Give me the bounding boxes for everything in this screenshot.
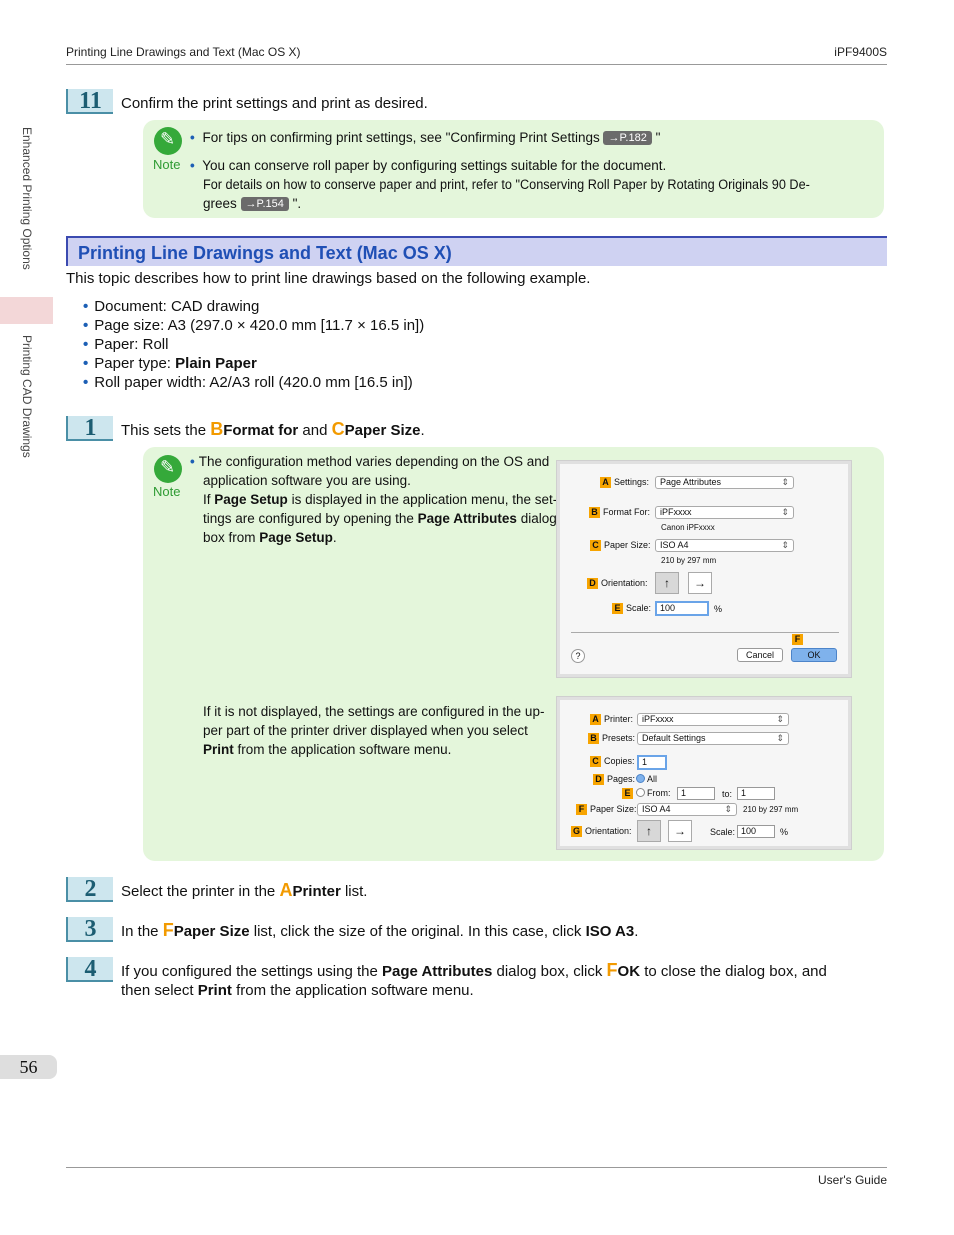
presets-row: B Presets: xyxy=(588,733,635,744)
note-box-2 xyxy=(143,447,884,861)
orientation-row: G Orientation: xyxy=(572,826,632,836)
step-4-text: If you configured the settings using the Page Attributes dialog box, click FOK to close the dialog box, and then select Print from the application software menu. xyxy=(121,960,827,999)
ok-button[interactable]: OK xyxy=(791,648,837,662)
format-for-row: B Format For: xyxy=(589,507,650,518)
step-number-11: 11 xyxy=(66,89,113,114)
portrait-orientation-icon[interactable]: ↑ xyxy=(637,820,661,842)
list-item: • Roll paper width: A2/A3 roll (420.0 mm [16.5 in]) xyxy=(83,373,424,392)
paper-size-popup[interactable]: ISO A4 ⇕ xyxy=(637,803,737,816)
landscape-orientation-icon[interactable]: → xyxy=(668,820,692,842)
callout-b: B xyxy=(210,419,224,439)
section-heading: Printing Line Drawings and Text (Mac OS X) xyxy=(66,236,887,266)
bullet-icon: • xyxy=(190,454,195,469)
radio-icon xyxy=(636,788,645,797)
copies-row: C Copies: xyxy=(590,756,635,767)
side-tab-enhanced-printing: Enhanced Printing Options xyxy=(20,127,34,270)
note-2-para-2-line-2: per part of the printer driver displayed when you select xyxy=(203,723,528,738)
step-number-2: 2 xyxy=(66,877,113,902)
running-header-title: Printing Line Drawings and Text (Mac OS X) xyxy=(66,45,301,59)
print-dialog xyxy=(557,697,851,849)
footer-rule xyxy=(66,1167,887,1168)
to-input[interactable]: 1 xyxy=(737,787,775,800)
step-number-4: 4 xyxy=(66,957,113,982)
bullet-icon: • xyxy=(190,158,195,173)
scale-unit: % xyxy=(780,827,789,837)
settings-popup[interactable]: Page Attributes ⇕ xyxy=(655,476,794,489)
step-1-text: This sets the BFormat for and CPaper Size. xyxy=(121,419,425,439)
note-2-line-3: If Page Setup is displayed in the application menu, the set- xyxy=(203,492,558,507)
note-1-item-1: • For tips on confirming print settings, see "Confirming Print Settings →P.182 " xyxy=(190,130,661,145)
page-ref-link[interactable]: →P.182 xyxy=(603,131,651,145)
page-number: 56 xyxy=(0,1055,57,1079)
note-pencil-icon xyxy=(154,455,182,483)
callout-f: F xyxy=(606,960,618,980)
pages-from-row: E xyxy=(622,788,636,799)
pages-row: D Pages: xyxy=(593,774,635,785)
step-3-text: In the FPaper Size list, click the size of the original. In this case, click ISO A3. xyxy=(121,920,639,940)
cancel-button[interactable]: Cancel xyxy=(737,648,783,662)
step-2-text: Select the printer in the APrinter list. xyxy=(121,880,368,900)
dialog-divider xyxy=(571,632,839,633)
note-2-line-1: • The configuration method varies depending on the OS and xyxy=(190,454,550,469)
callout-c: C xyxy=(331,419,345,439)
note-1-item-2: • You can conserve roll paper by configuring settings suitable for the document. xyxy=(190,158,667,173)
paper-size-subtext: 210 by 297 mm xyxy=(743,805,799,814)
header-rule xyxy=(66,64,887,65)
running-header-model: iPF9400S xyxy=(834,45,887,59)
radio-selected-icon xyxy=(636,774,645,783)
page-attributes-dialog xyxy=(557,461,851,677)
note-pencil-icon xyxy=(154,127,182,155)
help-button[interactable]: ? xyxy=(571,649,585,663)
note-2-para-2-line-3: Print from the application software menu. xyxy=(203,742,452,757)
printer-row: A Printer: xyxy=(590,714,633,725)
note-1-item-2-line-3: grees →P.154 ". xyxy=(203,196,302,211)
copies-input[interactable]: 1 xyxy=(637,755,667,770)
list-item: • Paper type: Plain Paper xyxy=(83,354,424,373)
side-tab-printing-cad: Printing CAD Drawings xyxy=(20,335,34,458)
paper-size-row: C Paper Size: xyxy=(590,540,651,551)
pages-all-radio[interactable]: All xyxy=(636,774,657,784)
note-2-para-2-line-1: If it is not displayed, the settings are configured in the up- xyxy=(203,704,545,719)
scale-row: E Scale: xyxy=(612,603,651,614)
note-2-line-4: tings are configured by opening the Page Attributes dialog xyxy=(203,511,557,526)
scale-label: Scale: xyxy=(710,827,736,837)
callout-f: F xyxy=(792,634,806,645)
footer-guide-title: User's Guide xyxy=(818,1173,887,1187)
bullet-icon: • xyxy=(190,130,195,145)
note-box-1 xyxy=(143,120,884,218)
scale-input[interactable]: 100 xyxy=(737,825,775,838)
printer-popup[interactable]: iPFxxxx ⇕ xyxy=(637,713,789,726)
callout-a: A xyxy=(279,880,293,900)
paper-size-row: F Paper Size: xyxy=(576,804,637,815)
paper-size-popup[interactable]: ISO A4 ⇕ xyxy=(655,539,794,552)
step-number-1: 1 xyxy=(66,416,113,441)
list-item: • Page size: A3 (297.0 × 420.0 mm [11.7 × 16.5 in]) xyxy=(83,316,424,335)
step-11-text: Confirm the print settings and print as desired. xyxy=(121,95,428,112)
list-item: • Paper: Roll xyxy=(83,335,424,354)
step-number-3: 3 xyxy=(66,917,113,942)
note-2-line-5: box from Page Setup. xyxy=(203,530,337,545)
format-for-subtext: Canon iPFxxxx xyxy=(661,523,715,532)
scale-input[interactable]: 100 xyxy=(655,601,709,616)
settings-row: A Settings: xyxy=(600,477,649,488)
note-2-line-2: application software you are using. xyxy=(203,473,411,488)
list-item: • Document: CAD drawing xyxy=(83,297,424,316)
orientation-row: D Orientation: xyxy=(587,578,648,589)
scale-unit: % xyxy=(714,604,723,614)
page-ref-link[interactable]: →P.154 xyxy=(241,197,289,211)
to-label: to: xyxy=(722,789,733,799)
portrait-orientation-icon[interactable]: ↑ xyxy=(655,572,679,594)
landscape-orientation-icon[interactable]: → xyxy=(688,572,712,594)
from-input[interactable]: 1 xyxy=(677,787,715,800)
callout-f: F xyxy=(162,920,174,940)
pages-from-radio[interactable]: From: xyxy=(636,788,671,798)
section-intro: This topic describes how to print line drawings based on the following example. xyxy=(66,270,591,287)
note-label: Note xyxy=(153,157,181,172)
paper-size-subtext: 210 by 297 mm xyxy=(661,556,717,565)
format-for-popup[interactable]: iPFxxxx ⇕ xyxy=(655,506,794,519)
example-list xyxy=(83,297,424,392)
note-1-item-2-line-2: For details on how to conserve paper and print, refer to "Conserving Roll Paper by Rotating Originals 90 De- xyxy=(203,177,810,192)
side-tab-marker xyxy=(0,297,53,324)
presets-popup[interactable]: Default Settings ⇕ xyxy=(637,732,789,745)
note-label: Note xyxy=(153,484,181,499)
